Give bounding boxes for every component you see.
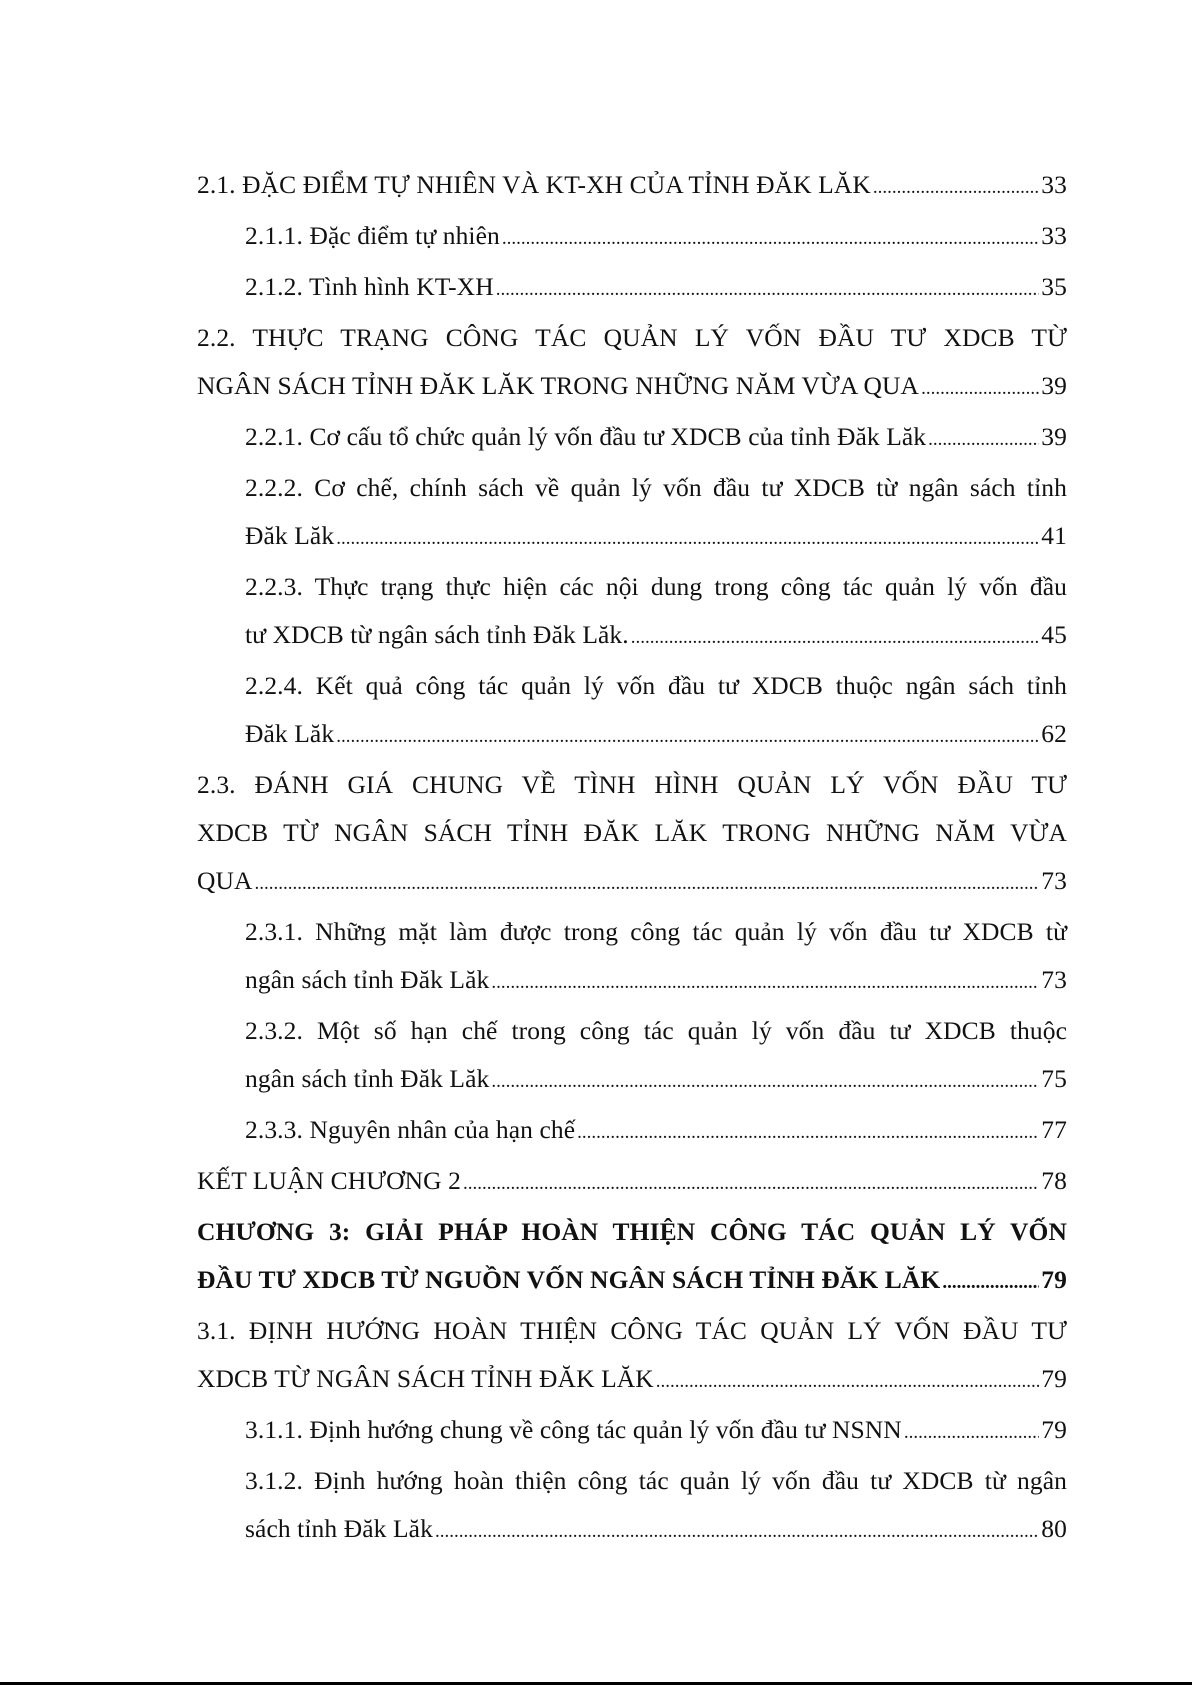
dot-leader (491, 1058, 1039, 1106)
toc-entry-line: 2.3. ĐÁNH GIÁ CHUNG VỀ TÌNH HÌNH QUẢN LÝ VỐN ĐẦU TƯ (197, 770, 1067, 799)
toc-entry-line: 3.1.2. Định hướng hoàn thiện công tác quản lý vốn đầu tư XDCB từ ngân (245, 1466, 1067, 1495)
dot-leader (435, 1508, 1039, 1556)
toc-entry-title: ngân sách tỉnh Đăk Lăk (245, 1064, 490, 1093)
table-of-contents (197, 161, 1067, 1556)
toc-page-number: 39 (1041, 422, 1067, 451)
toc-page-number: 62 (1041, 719, 1067, 748)
toc-entry-title: 2.1.2. Tình hình KT-XH (245, 272, 494, 301)
toc-entry-line: 2.3.1. Những mặt làm được trong công tác quản lý vốn đầu tư XDCB từ (245, 917, 1067, 946)
toc-entry-final-line (245, 263, 1067, 314)
toc-entry-line: 2.3.2. Một số hạn chế trong công tác quản lý vốn đầu tư XDCB thuộc (245, 1016, 1067, 1045)
toc-entry-line: XDCB TỪ NGÂN SÁCH TỈNH ĐĂK LĂK TRONG NHỮNG NĂM VỪA (197, 818, 1067, 847)
toc-entry-line: 3.1. ĐỊNH HƯỚNG HOÀN THIỆN CÔNG TÁC QUẢN LÝ VỐN ĐẦU TƯ (197, 1316, 1067, 1345)
toc-entry-final-line (245, 212, 1067, 263)
toc-page-number: 33 (1041, 221, 1067, 250)
toc-entry-title: ĐẦU TƯ XDCB TỪ NGUỒN VỐN NGÂN SÁCH TỈNH ĐĂK LĂK (197, 1265, 941, 1294)
dot-leader (904, 1409, 1039, 1457)
toc-entry-final-line (245, 611, 1067, 662)
toc-entry-final-line (197, 1256, 1067, 1307)
toc-entry-final-line (197, 362, 1067, 413)
toc-page-number: 35 (1041, 272, 1067, 301)
toc-page-number: 45 (1041, 620, 1067, 649)
toc-page-number: 79 (1041, 1265, 1067, 1294)
dot-leader (502, 215, 1039, 263)
toc-page-number: 79 (1041, 1364, 1067, 1393)
toc-entry-title: Đăk Lăk (245, 719, 335, 748)
toc-entry-title: tư XDCB từ ngân sách tỉnh Đăk Lăk. (245, 620, 629, 649)
toc-entry-final-line (245, 1505, 1067, 1556)
toc-entry-final-line (245, 512, 1067, 563)
toc-entry-title: 2.1. ĐẶC ĐIỂM TỰ NHIÊN VÀ KT-XH CỦA TỈNH ĐĂK LĂK (197, 170, 871, 199)
toc-entry-final-line (245, 710, 1067, 761)
toc-entry-final-line (245, 413, 1067, 464)
toc-page-number: 79 (1041, 1415, 1067, 1444)
dot-leader (921, 365, 1039, 413)
toc-entry-title: XDCB TỪ NGÂN SÁCH TỈNH ĐĂK LĂK (197, 1364, 654, 1393)
toc-entry-title: ngân sách tỉnh Đăk Lăk (245, 965, 490, 994)
toc-entry-title: 3.1.1. Định hướng chung về công tác quản lý vốn đầu tư NSNN (245, 1415, 902, 1444)
dot-leader (577, 1109, 1039, 1157)
toc-entry-final-line (197, 857, 1067, 908)
toc-entry[interactable] (197, 1307, 1067, 1406)
toc-entry-final-line (197, 1157, 1067, 1208)
toc-entry-line: CHƯƠNG 3: GIẢI PHÁP HOÀN THIỆN CÔNG TÁC QUẢN LÝ VỐN (197, 1217, 1067, 1246)
dot-leader (656, 1358, 1040, 1406)
toc-entry-line: 2.2.3. Thực trạng thực hiện các nội dung trong công tác quản lý vốn đầu (245, 572, 1067, 601)
dot-leader (255, 860, 1040, 908)
toc-entry-final-line (197, 161, 1067, 212)
toc-entry[interactable] (197, 662, 1067, 761)
toc-entry[interactable] (197, 563, 1067, 662)
toc-entry-title: sách tỉnh Đăk Lăk (245, 1514, 433, 1543)
toc-entry[interactable] (197, 908, 1067, 1007)
toc-entry-title: QUA (197, 866, 253, 895)
dot-leader (491, 959, 1039, 1007)
toc-entry[interactable] (197, 1157, 1067, 1208)
toc-entry-line: 2.2. THỰC TRẠNG CÔNG TÁC QUẢN LÝ VỐN ĐẦU TƯ XDCB TỪ (197, 323, 1067, 352)
toc-entry-final-line (245, 956, 1067, 1007)
toc-entry-title: KẾT LUẬN CHƯƠNG 2 (197, 1166, 461, 1195)
toc-entry[interactable] (197, 1406, 1067, 1457)
toc-entry-line: 2.2.4. Kết quả công tác quản lý vốn đầu tư XDCB thuộc ngân sách tỉnh (245, 671, 1067, 700)
toc-entry-title: 2.1.1. Đặc điểm tự nhiên (245, 221, 500, 250)
toc-page-number: 39 (1041, 371, 1067, 400)
toc-entry[interactable] (197, 1007, 1067, 1106)
toc-entry[interactable] (197, 1208, 1067, 1307)
toc-page-number: 73 (1041, 866, 1067, 895)
dot-leader (631, 614, 1040, 662)
dot-leader (942, 1259, 1039, 1307)
dot-leader (873, 164, 1039, 212)
toc-entry[interactable] (197, 161, 1067, 212)
toc-entry[interactable] (197, 263, 1067, 314)
toc-page-number: 41 (1041, 521, 1067, 550)
toc-entry-final-line (245, 1055, 1067, 1106)
toc-page-number: 78 (1041, 1166, 1067, 1195)
toc-page-number: 75 (1041, 1064, 1067, 1093)
toc-entry-title: 2.3.3. Nguyên nhân của hạn chế (245, 1115, 576, 1144)
dot-leader (336, 515, 1039, 563)
toc-entry[interactable] (197, 1106, 1067, 1157)
toc-entry-final-line (197, 1355, 1067, 1406)
toc-entry-line: 2.2.2. Cơ chế, chính sách về quản lý vốn đầu tư XDCB từ ngân sách tỉnh (245, 473, 1067, 502)
toc-entry-final-line (245, 1106, 1067, 1157)
toc-entry[interactable] (197, 212, 1067, 263)
dot-leader (496, 266, 1040, 314)
toc-entry[interactable] (197, 761, 1067, 908)
toc-entry-title: NGÂN SÁCH TỈNH ĐĂK LĂK TRONG NHỮNG NĂM VỪA QUA (197, 371, 920, 400)
toc-entry[interactable] (197, 413, 1067, 464)
toc-page-number: 77 (1041, 1115, 1067, 1144)
toc-page-number: 33 (1041, 170, 1067, 199)
toc-entry-title: 2.2.1. Cơ cấu tổ chức quản lý vốn đầu tư XDCB của tỉnh Đăk Lăk (245, 422, 927, 451)
dot-leader (336, 713, 1039, 761)
toc-entry-title: Đăk Lăk (245, 521, 335, 550)
toc-entry[interactable] (197, 1457, 1067, 1556)
toc-page-number: 73 (1041, 965, 1067, 994)
toc-entry-final-line (245, 1406, 1067, 1457)
dot-leader (463, 1160, 1039, 1208)
toc-entry[interactable] (197, 314, 1067, 413)
toc-entry[interactable] (197, 464, 1067, 563)
dot-leader (928, 416, 1039, 464)
toc-page-number: 80 (1041, 1514, 1067, 1543)
